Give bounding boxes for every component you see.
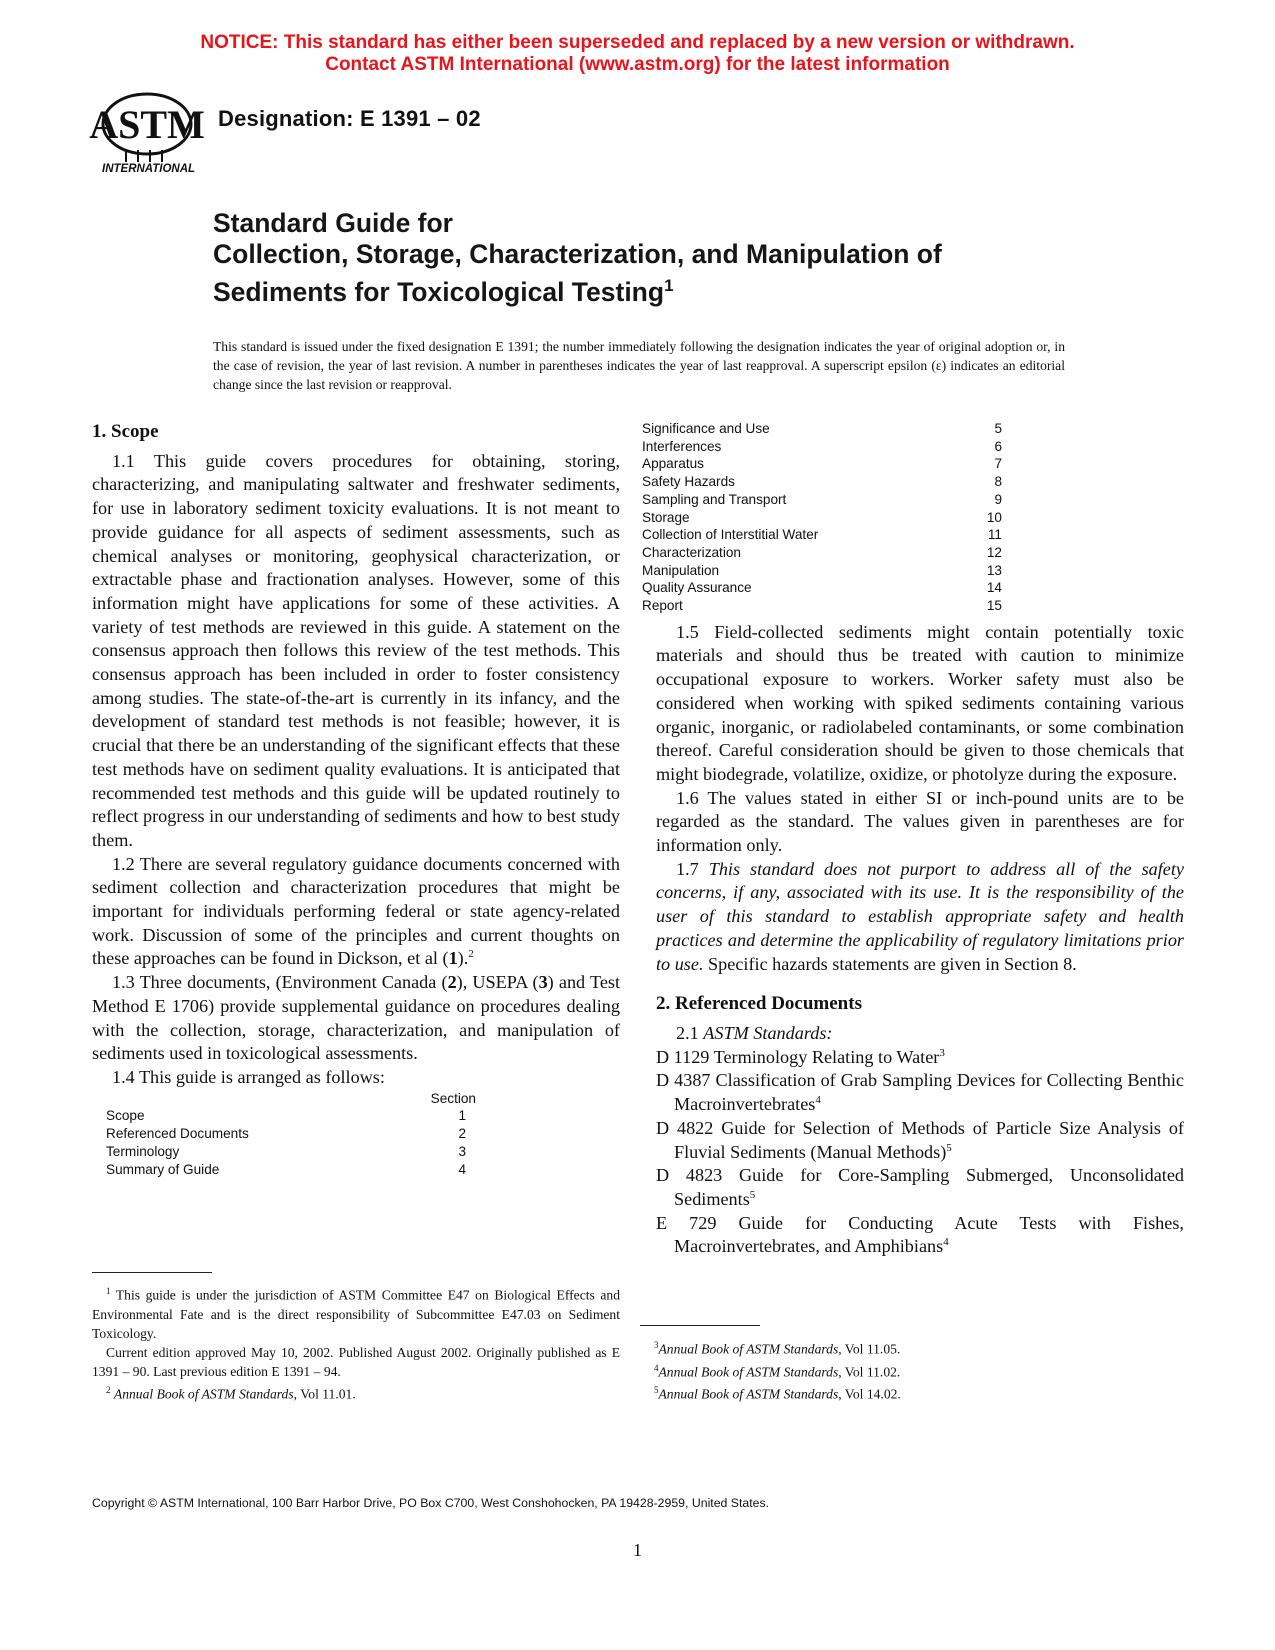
document-footnote-ref[interactable]: 4 [943,1236,949,1249]
toc-entry-section: 8 [994,474,1002,490]
toc-entry-name: Referenced Documents [106,1126,249,1142]
footnote-num: 4 [654,1362,659,1373]
withdrawal-notice [0,32,1275,76]
referenced-document [656,1117,1184,1164]
toc-left-row [106,1125,476,1143]
document-code[interactable]: D 4387 [656,1070,711,1091]
p2-1-num: 2.1 [676,1022,699,1043]
document-footnote-ref[interactable]: 4 [815,1094,821,1107]
toc-entry-section: 4 [458,1161,466,1177]
referenced-document [656,1164,1184,1211]
footnote-1b: Current edition approved May 10, 2002. Published August 2002. Originally published as E 1391 – 90. Last previous edition E 1391 – 94. [92,1344,620,1379]
toc-entry-section: 5 [994,421,1002,436]
p1-7-num: 1.7 [676,858,699,879]
paragraph-1-6: 1.6 The values stated in either SI or inch-pound units are to be regarded as the standard. The values given in parentheses are for information only. [656,787,1184,856]
toc-entry-section: 1 [458,1108,466,1124]
reference-3[interactable]: 3 [538,972,548,993]
document-title: Classification of Grab Sampling Devices for Collecting Benthic Macroinvertebrates [674,1070,1184,1115]
toc-right-row [642,509,1012,527]
footnote-italic: Annual Book of ASTM Standards [658,1341,839,1357]
toc-entry-name: Summary of Guide [106,1161,220,1177]
title-line-3: Sediments for Toxicological Testing [213,276,665,307]
toc-entry-name: Storage [642,509,690,525]
footnote-2 [92,1381,620,1404]
p1-7-italic: This standard does not purport to address all of the safety concerns, if any, associated with its use. It is the responsibility of the user of this standard to establish appropriate safety and health practices and determine the applicability of regulatory limitations prior to use. [656,858,1185,974]
document-code[interactable]: D 4822 [656,1117,714,1138]
document-title: Guide for Conducting Acute Tests with Fishes, Macroinvertebrates, and Amphibians [674,1212,1184,1257]
p1-3-c: ) and Test Method E 1706) provide supplemental guidance on procedures dealing with the collection, storage, characterization, and manipulation of sediments used in toxicological assessments. [92,972,621,1064]
astm-logo [88,90,206,186]
document-code[interactable]: D 4823 [656,1165,723,1186]
toc-table-left [106,1090,476,1179]
toc-entry-section: 14 [986,580,1002,596]
toc-left-row [106,1161,476,1179]
paragraph-1-5: 1.5 Field-collected sediments might contain potentially toxic materials and should thus be treated with caution to minimize occupational exposure to workers. Worker safety must also be considered when working with spiked sediments containing various organic, inorganic, or radiolabeled contaminants, or some combination thereof. Careful consideration should be given to those chemicals that might biodegrade, volatilize, oxidize, or photolyze during the exposure. [656,621,1184,784]
toc-entry-name: Scope [106,1108,145,1124]
p1-2-end: ). [457,948,469,969]
title-footnote-ref[interactable]: 1 [664,276,674,295]
toc-entry-section: 3 [458,1143,466,1159]
footnote-2-rest: , Vol 11.01. [293,1386,356,1402]
p1-3-b: ), USEPA ( [456,972,539,993]
issuance-statement: This standard is issued under the fixed designation E 1391; the number immediately following the designation indicates the year of original adoption or, in the case of revision, the year of last revision. A number in parentheses indicates the year of last reapproval. A superscript epsilon (ε) indicates an editorial change since the last revision or reapproval. [213,339,1065,392]
toc-right-row [642,526,1012,544]
paragraph-1-2 [92,853,620,972]
toc-entry-name: Characterization [642,544,741,560]
document-code[interactable]: D 1129 [656,1046,710,1067]
toc-right-row [642,438,1012,456]
document-footnote-ref[interactable]: 3 [939,1046,945,1059]
paragraph-2-1 [656,1022,1184,1046]
toc-left-row [106,1143,476,1161]
document-code[interactable]: E 729 [656,1212,717,1233]
document-title: Terminology Relating to Water [713,1046,940,1067]
toc-right-row [642,473,1012,491]
title-line-1: Standard Guide for [213,208,453,238]
toc-entry-section: 10 [986,509,1002,525]
toc-entry-section: 6 [994,438,1002,454]
toc-header: Section [430,1090,476,1106]
toc-right-row [642,562,1012,580]
copyright-line: Copyright © ASTM International, 100 Barr Harbor Drive, PO Box C700, West Conshohocken, PA 19428-2959, United States. [92,1496,770,1510]
toc-entry-section: 2 [458,1126,466,1142]
toc-entry-name: Interferences [642,438,722,454]
section-2-heading: 2. Referenced Documents [656,993,862,1015]
section-1-heading: 1. Scope [92,421,159,442]
footnote-rest: , Vol 11.02. [838,1364,901,1380]
footnote-1-num: 1 [106,1286,111,1296]
designation [218,106,481,132]
toc-entry-section: 11 [987,527,1002,543]
p1-7-rest: Specific hazards statements are given in Section 8. [708,953,1077,974]
logo-mark: ASTM [89,102,205,147]
toc-entry-name: Terminology [106,1143,180,1159]
title-line-2: Collection, Storage, Characterization, and Manipulation of [213,239,942,269]
toc-entry-name: Significance and Use [642,421,770,436]
toc-right-row [642,597,1012,615]
notice-line-1: NOTICE: This standard has either been superseded and replaced by a new version or withdrawn. [200,32,1075,53]
footnote-num: 3 [654,1340,659,1350]
paragraph-1-4: 1.4 This guide is arranged as follows: [112,1066,385,1087]
p1-2-text: 1.2 There are several regulatory guidance documents concerned with sediment collection and characterization procedures that might be important for individuals performing federal or state agency-related work. Discussion of some of the principles and current thoughts on these approaches can be found in Dickson, et al ( [92,853,620,969]
page-number: 1 [633,1540,642,1560]
designation-label: Designation: [218,106,354,131]
footnote-ref-2[interactable]: 2 [468,948,474,961]
footnote-2-italic: Annual Book of ASTM Standards [113,1386,294,1402]
toc-entry-name: Safety Hazards [642,474,735,490]
paragraph-1-7 [656,858,1184,977]
footnote-italic: Annual Book of ASTM Standards [658,1386,839,1402]
footnote-4 [640,1359,1168,1382]
footnote-5 [640,1381,1168,1404]
document-footnote-ref[interactable]: 5 [749,1188,756,1201]
referenced-document [656,1069,1184,1116]
referenced-document [656,1212,1184,1259]
notice-line-2: Contact ASTM International (www.astm.org) for the latest information [325,54,950,75]
toc-entry-name: Manipulation [642,562,720,578]
p2-1-label: ASTM Standards: [703,1022,833,1043]
footnote-3 [640,1336,1168,1359]
toc-entry-section: 13 [986,562,1002,578]
toc-entry-section: 9 [994,491,1002,507]
designation-value: E 1391 – 02 [359,106,481,131]
toc-right-row [642,579,1012,597]
footnote-1 [92,1282,620,1343]
toc-entry-name: Collection of Interstitial Water [642,527,819,543]
document-title [213,208,942,308]
toc-entry-name: Sampling and Transport [642,491,787,507]
footnote-rule-right [640,1325,760,1326]
toc-entry-section: 12 [986,544,1002,560]
footnote-1-text: This guide is under the jurisdiction of ASTM Committee E47 on Biological Effects and Environmental Fate and is the direct responsibility of Subcommittee E47.03 on Sediment Toxicology. [92,1287,621,1341]
right-column [642,420,1185,1259]
footnote-rule-left [92,1272,212,1273]
document-title: Guide for Selection of Methods of Particle Size Analysis of Fluvial Sediments (Manual Methods) [674,1117,1184,1162]
logo-org-text: INTERNATIONAL [102,163,196,175]
paragraph-1-1: 1.1 This guide covers procedures for obtaining, storing, characterizing, and manipulating saltwater and freshwater sediments, for use in laboratory sediment toxicity evaluations. It is not meant to provide guidance for all aspects of sediment assessments, such as chemical analyses or monitoring, geophysical characterization, or extractable phase and fractionation analyses. However, some of this information might have applications for some of these activities. A variety of test methods are reviewed in this guide. A statement on the consensus approach then follows this review of the test methods. This consensus approach has been included in order to foster consistency among studies. The state-of-the-art is currently in its infancy, and the development of standard test methods is not feasible; however, it is crucial that there be an understanding of the significant effects that these test methods have on sediment quality evaluations. It is anticipated that recommended test methods and this guide will be updated routinely to reflect progress in our understanding of sediments and how to best study them. [92,450,620,850]
toc-right-row [642,455,1012,473]
footnote-rest: , Vol 14.02. [838,1386,901,1402]
toc-entry-section: 15 [986,598,1002,614]
reference-1[interactable]: 1 [448,948,458,969]
footnotes-right [640,1336,1168,1404]
document-title: Guide for Core-Sampling Submerged, Unconsolidated Sediments [674,1165,1184,1209]
toc-right-row [642,420,1012,438]
reference-2[interactable]: 2 [447,972,457,993]
toc-entry-name: Report [642,598,683,614]
footnotes-left [92,1282,620,1403]
toc-entry-name: Quality Assurance [642,580,752,596]
referenced-documents-list [656,1046,1184,1259]
toc-right-row [642,544,1012,562]
paragraph-1-3 [92,971,620,1066]
document-footnote-ref[interactable]: 5 [946,1141,952,1154]
footnote-italic: Annual Book of ASTM Standards [658,1364,839,1380]
toc-left-row [106,1107,476,1125]
left-column [92,420,620,1178]
referenced-document [656,1046,1184,1070]
toc-entry-section: 7 [994,456,1002,472]
p1-3-a: 1.3 Three documents, (Environment Canada ( [112,972,448,993]
toc-entry-name: Apparatus [642,456,704,472]
footnote-2-num: 2 [106,1384,111,1395]
footnote-num: 5 [654,1385,659,1396]
toc-right-row [642,491,1012,509]
footnote-rest: , Vol 11.05. [838,1341,901,1357]
toc-table-right [642,420,1012,615]
